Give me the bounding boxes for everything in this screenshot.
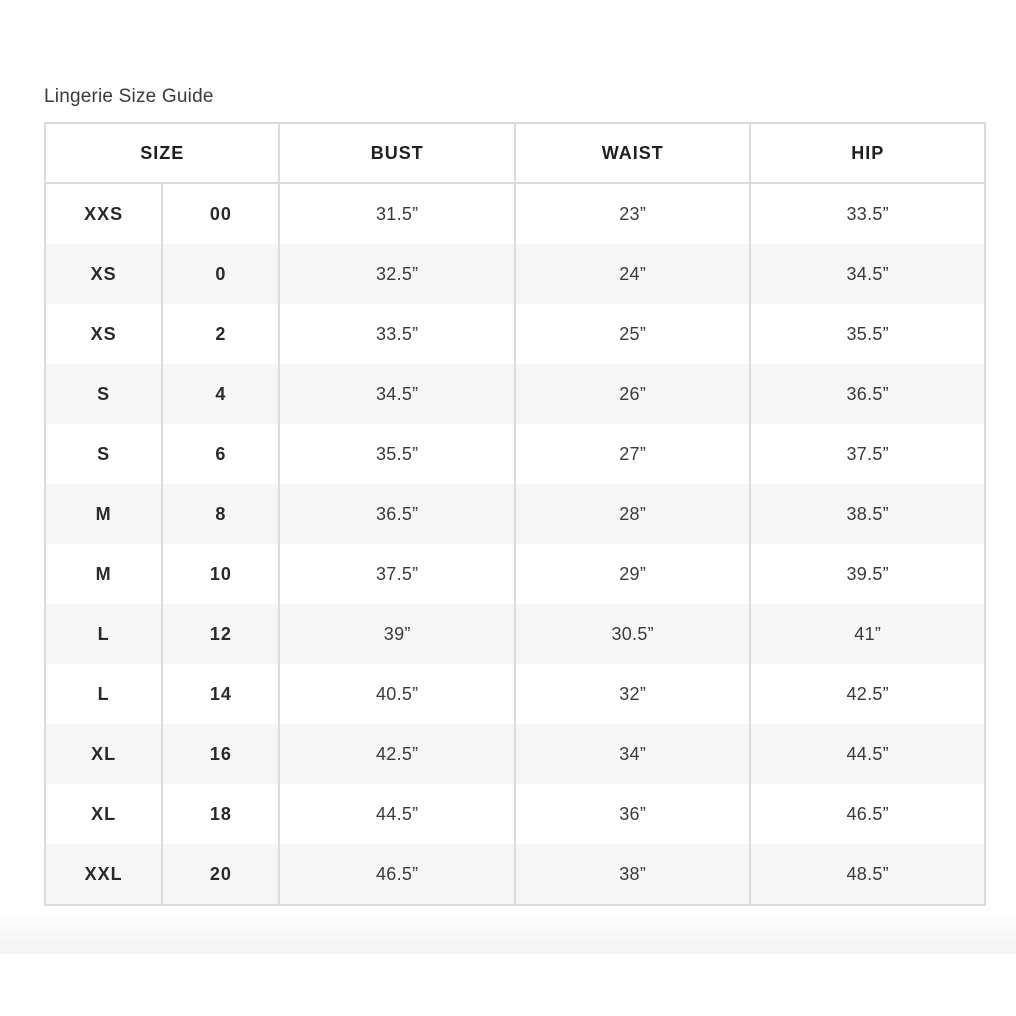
bust-cell: 40.5” bbox=[279, 664, 514, 724]
table-row bbox=[45, 784, 985, 844]
hip-cell: 44.5” bbox=[750, 724, 985, 784]
bust-cell: 34.5” bbox=[279, 364, 514, 424]
waist-cell: 23” bbox=[515, 183, 750, 244]
size-number-cell: 2 bbox=[162, 304, 279, 364]
size-letter-cell: XL bbox=[45, 724, 162, 784]
waist-cell: 29” bbox=[515, 544, 750, 604]
waist-cell: 38” bbox=[515, 844, 750, 905]
waist-cell: 24” bbox=[515, 244, 750, 304]
table-row bbox=[45, 544, 985, 604]
table-row bbox=[45, 724, 985, 784]
table-row bbox=[45, 424, 985, 484]
waist-cell: 36” bbox=[515, 784, 750, 844]
bottom-divider-fade bbox=[0, 906, 1016, 954]
size-letter-cell: XL bbox=[45, 784, 162, 844]
bust-cell: 37.5” bbox=[279, 544, 514, 604]
hip-cell: 42.5” bbox=[846, 683, 889, 704]
size-number-cell: 8 bbox=[162, 484, 279, 544]
size-letter-cell: XXS bbox=[45, 183, 162, 244]
hip-cell: 39.5” bbox=[846, 563, 889, 584]
bust-cell: 35.5” bbox=[279, 424, 514, 484]
size-number-cell: 0 bbox=[162, 244, 279, 304]
bust-cell: 42.5” bbox=[279, 724, 514, 784]
waist-cell: 34” bbox=[515, 724, 750, 784]
hip-cell: 38.5” bbox=[750, 484, 985, 544]
size-letter-cell: L bbox=[45, 604, 162, 664]
size-letter-cell: XXL bbox=[45, 844, 162, 905]
size-number-cell: 4 bbox=[162, 364, 279, 424]
table-row bbox=[45, 484, 985, 544]
bust-cell: 33.5” bbox=[279, 304, 514, 364]
size-letter-cell: XS bbox=[45, 244, 162, 304]
page-title: Lingerie Size Guide bbox=[44, 86, 214, 107]
header-hip: HIP bbox=[750, 123, 985, 183]
size-number-cell: 20 bbox=[162, 844, 279, 905]
bust-cell: 31.5” bbox=[279, 183, 514, 244]
bust-cell: 44.5” bbox=[279, 784, 514, 844]
hip-cell: 35.5” bbox=[846, 323, 889, 344]
size-number-cell: 14 bbox=[162, 664, 279, 724]
table-row bbox=[45, 664, 985, 724]
size-number-cell: 10 bbox=[162, 544, 279, 604]
hip-cell: 41” bbox=[750, 604, 985, 664]
size-letter-cell: M bbox=[45, 484, 162, 544]
waist-cell: 30.5” bbox=[515, 604, 750, 664]
table-row bbox=[45, 604, 985, 664]
hip-cell: 37.5” bbox=[846, 443, 889, 464]
size-number-cell: 18 bbox=[162, 784, 279, 844]
table-row bbox=[45, 304, 985, 364]
header-waist: WAIST bbox=[515, 123, 750, 183]
waist-cell: 28” bbox=[515, 484, 750, 544]
size-letter-cell: XS bbox=[45, 304, 162, 364]
bust-cell: 46.5” bbox=[279, 844, 514, 905]
waist-cell: 27” bbox=[515, 424, 750, 484]
table-row bbox=[45, 844, 985, 905]
size-letter-cell: M bbox=[45, 544, 162, 604]
size-letter-cell: L bbox=[45, 664, 162, 724]
size-number-cell: 16 bbox=[162, 724, 279, 784]
size-number-cell: 6 bbox=[162, 424, 279, 484]
table-row bbox=[45, 364, 985, 424]
waist-cell: 25” bbox=[515, 304, 750, 364]
hip-cell: 33.5” bbox=[846, 203, 889, 224]
header-bust: BUST bbox=[279, 123, 514, 183]
bust-cell: 32.5” bbox=[279, 244, 514, 304]
size-number-cell: 00 bbox=[162, 183, 279, 244]
hip-cell: 46.5” bbox=[846, 803, 889, 824]
waist-cell: 32” bbox=[515, 664, 750, 724]
size-letter-cell: S bbox=[45, 364, 162, 424]
hip-cell: 34.5” bbox=[750, 244, 985, 304]
bust-cell: 39” bbox=[279, 604, 514, 664]
hip-cell: 48.5” bbox=[750, 844, 985, 905]
table-row bbox=[45, 244, 985, 304]
table-header-row bbox=[45, 123, 985, 183]
size-number-cell: 12 bbox=[162, 604, 279, 664]
table-row bbox=[45, 183, 985, 244]
bust-cell: 36.5” bbox=[279, 484, 514, 544]
header-size: SIZE bbox=[45, 123, 279, 183]
hip-cell: 36.5” bbox=[750, 364, 985, 424]
waist-cell: 26” bbox=[515, 364, 750, 424]
size-chart-table bbox=[44, 122, 986, 906]
size-letter-cell: S bbox=[45, 424, 162, 484]
